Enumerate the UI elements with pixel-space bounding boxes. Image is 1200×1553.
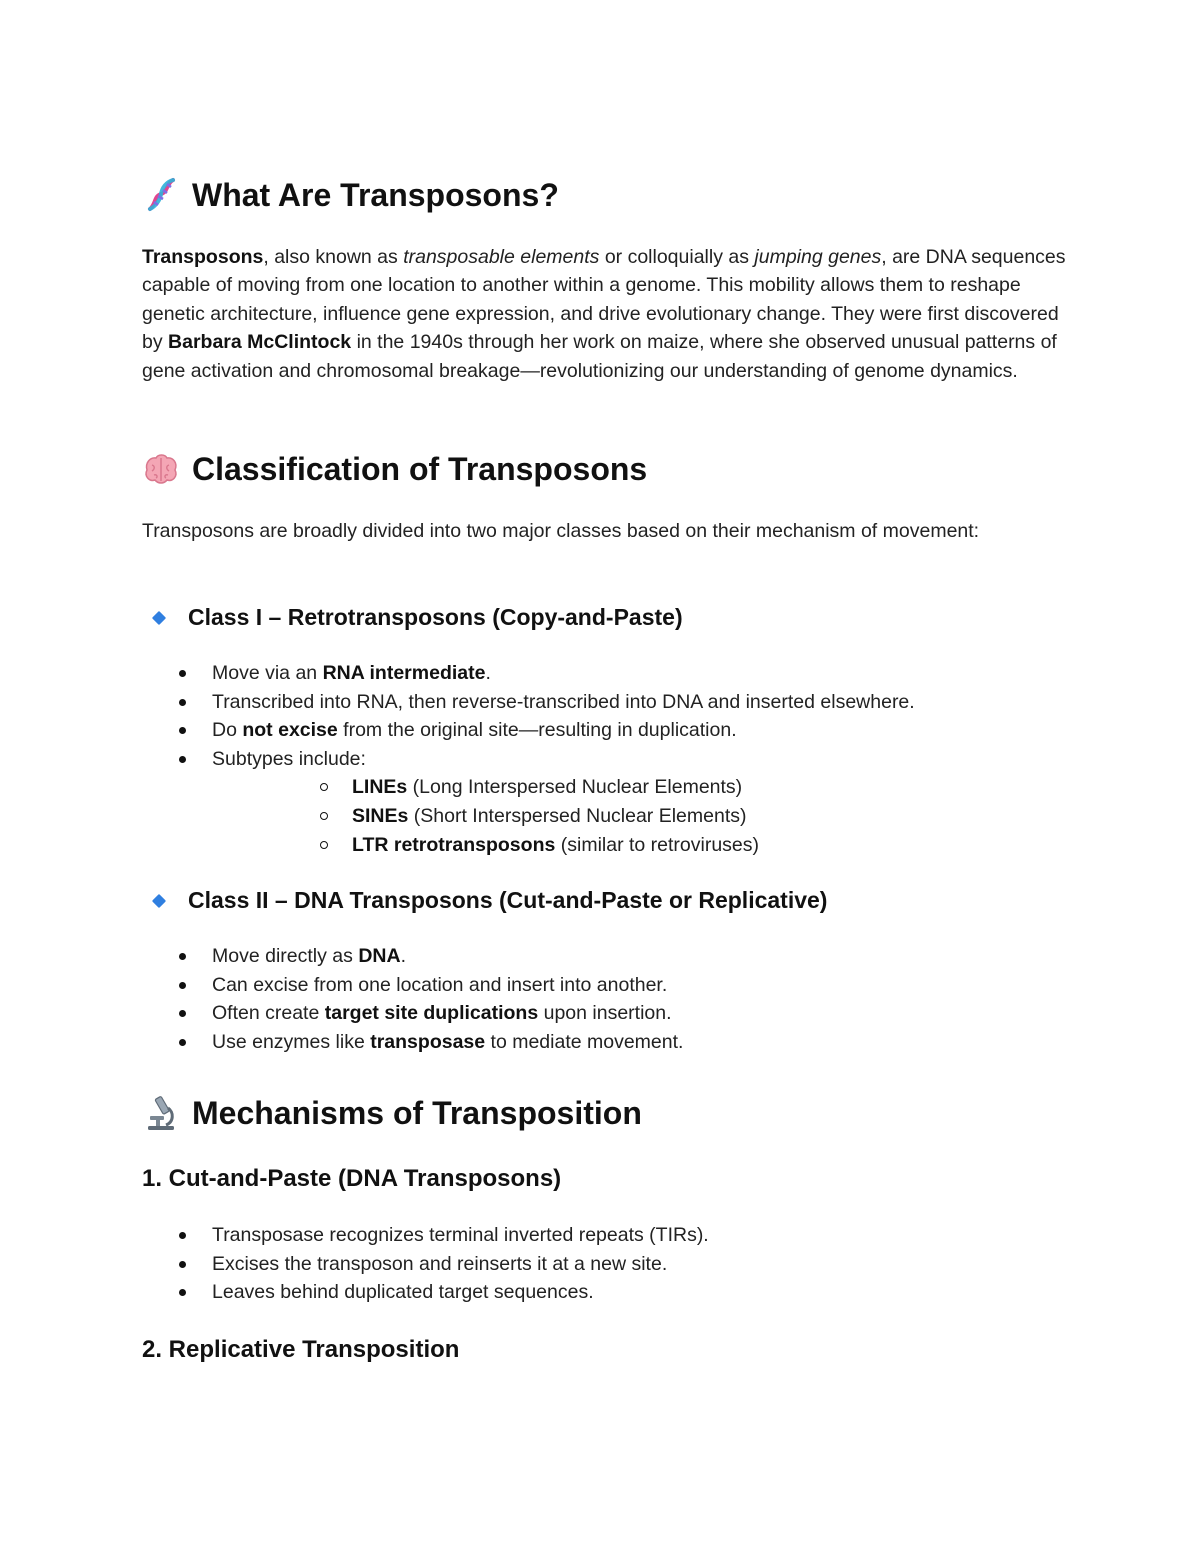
text-run: (Short Interspersed Nuclear Elements) [408, 804, 747, 827]
bold-term: transposase [370, 1030, 486, 1053]
text-run: (similar to retroviruses) [555, 833, 760, 856]
subtypes-list [212, 773, 915, 859]
text-run: Use enzymes like [212, 1030, 371, 1053]
diamond-bullet-icon [152, 893, 166, 907]
list-item [142, 942, 683, 971]
microscope-icon [142, 1094, 180, 1132]
term-transposable-elements: transposable elements [403, 246, 600, 268]
text-run: to mediate movement. [485, 1030, 684, 1053]
bold-term: RNA intermediate [322, 662, 486, 684]
bold-term: target site duplications [324, 1002, 539, 1025]
name-barbara-mcclintock: Barbara McClintock [168, 331, 352, 354]
brain-icon [142, 450, 180, 488]
class-ii-list [142, 942, 683, 1056]
list-item [142, 716, 915, 745]
list-item [142, 999, 683, 1028]
diamond-bullet-icon [152, 610, 166, 624]
text-run: upon insertion. [538, 1002, 672, 1025]
text-run: in the 1940s through her work on maize, where she observed unusual patterns of gene activation and chromosomal breakage—revolutionizing our understanding of genome dynamics. [142, 331, 1057, 382]
text-run: , are DNA sequences capable of moving from one location to another within a genome. This mobility allows them to reshape genetic architecture, influence gene expression, and drive evolutionary change. They were first discovered by [142, 246, 1066, 354]
bold-term: LTR retrotransposons [352, 833, 556, 856]
text-run: from the original site—resulting in duplication. [337, 719, 737, 742]
text-run: Move via an [212, 662, 323, 684]
bold-term: LINEs [352, 776, 408, 799]
classification-intro: Transposons are broadly divided into two major classes based on their mechanism of movement: [142, 520, 980, 542]
bold-term: not excise [242, 719, 338, 742]
sub-list-item [212, 831, 915, 860]
heading-mechanisms [142, 1094, 642, 1132]
heading-text: What Are Transposons? [192, 176, 559, 213]
text-run: (Long Interspersed Nuclear Elements) [407, 776, 743, 799]
bold-term: DNA [358, 945, 401, 967]
text-run: . [400, 945, 406, 967]
term-jumping-genes: jumping genes [754, 246, 882, 268]
list-item: Transposase recognizes terminal inverted repeats (TIRs). [142, 1221, 709, 1250]
text-run: Do [212, 719, 243, 742]
heading-text: Class II – DNA Transposons (Cut-and-Paste or Replicative) [188, 887, 828, 913]
heading-cut-and-paste: 1. Cut-and-Paste (DNA Transposons) [142, 1165, 562, 1192]
heading-class-ii [142, 887, 827, 914]
intro-paragraph [142, 243, 1067, 385]
heading-classification [142, 450, 647, 488]
list-item: Transcribed into RNA, then reverse-transcribed into DNA and inserted elsewhere. [142, 688, 915, 717]
list-item: Excises the transposon and reinserts it at a new site. [142, 1250, 709, 1279]
term-transposons: Transposons [142, 246, 264, 268]
class-i-list [142, 659, 915, 859]
list-item: Leaves behind duplicated target sequences. [142, 1278, 709, 1307]
list-item: Can excise from one location and insert into another. [142, 971, 683, 1000]
text-run: Move directly as [212, 945, 359, 967]
text-run: Subtypes include: [212, 747, 366, 770]
text-run: or colloquially as [599, 246, 755, 268]
heading-text: Class I – Retrotransposons (Copy-and-Paste) [188, 604, 683, 630]
text-run: , also known as [263, 246, 404, 268]
sub-list-item [212, 802, 915, 831]
sub-list-item [212, 773, 915, 802]
list-item [142, 745, 915, 859]
bold-term: SINEs [352, 804, 409, 827]
list-item [142, 1028, 683, 1057]
text-run: Often create [212, 1002, 325, 1025]
heading-class-i [142, 604, 683, 631]
list-item [142, 659, 915, 688]
heading-what-are-transposons [142, 176, 559, 214]
heading-text: Classification of Transposons [192, 450, 648, 487]
heading-replicative-transposition: 2. Replicative Transposition [142, 1336, 460, 1363]
heading-text: Mechanisms of Transposition [192, 1094, 642, 1131]
text-run: . [485, 662, 491, 684]
dna-icon [142, 176, 180, 214]
cut-and-paste-list [142, 1221, 709, 1307]
